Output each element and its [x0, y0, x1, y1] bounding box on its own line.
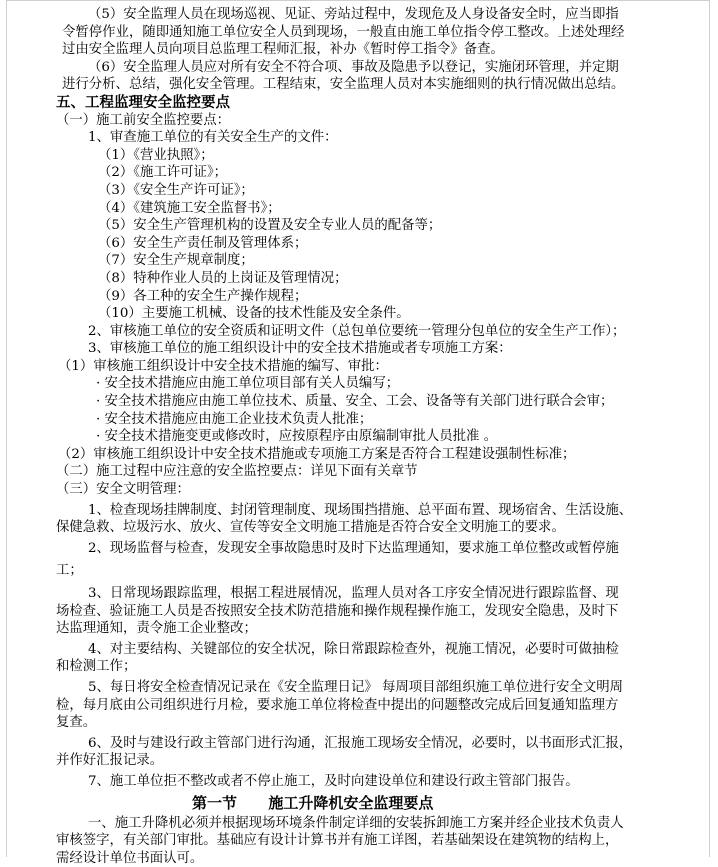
paragraph-line: （5）安全监理人员在现场巡视、见证、旁站过程中，发现危及人身设备安全时，应当即指 [88, 7, 619, 22]
paragraph-line: （6）安全监理人员应对所有安全不符合项、事故及隐患予以登记，实施闭环管理，并定期 [88, 59, 619, 75]
paragraph-line: 令暂停作业，随即通知施工单位安全人员到现场，一般直由施工单位指令停工整改。上述处理经 [62, 24, 625, 40]
paragraph-line: 和检测工作； [56, 659, 137, 675]
document-body [56, 6, 668, 867]
paragraph-line: 7、施工单位拒不整改或者不停止施工，及时向建设单位和建设行政主管部门报告。 [88, 773, 579, 789]
page-border-right [709, 0, 710, 857]
paragraph-line: 1、检查现场挂牌制度、封闭管理制度、现场围挡措施、总平面布置、现场宿舍、生活设施、 [88, 502, 633, 518]
paragraph-line: 达监理通知，责令施工企业整改； [56, 621, 257, 637]
paragraph-line: 需经设计单位书面认可。 [56, 850, 204, 866]
bullet-item: · 安全技术措施应由施工单位技术、质量、安全、工会、设备等有关部门进行联合会审； [96, 394, 614, 410]
list-item: 2、审核施工单位的安全资质和证明文件（总包单位要统一管理分包单位的安全生产工作）； [88, 323, 626, 339]
chapter-section-title: 第一节 施工升降机安全监理要点 [192, 793, 434, 812]
paragraph-line: 场检查、验证施工人员是否按照安全技术防范措施和操作规程操作施工，发现安全隐患，及时下 [56, 603, 619, 619]
list-item: （10）主要施工机械、设备的技术性能及安全条件。 [98, 306, 410, 322]
paragraph-line: 过由安全监理人员向项目总监理工程师汇报，补办《暂时停工指令》备查。 [62, 42, 504, 58]
list-item: （1）《营业执照》； [98, 147, 214, 163]
paragraph-line: 保健急救、垃圾污水、放火、宣传等安全文明施工措施是否符合安全文明施工的要求。 [56, 520, 565, 536]
bullet-item: · 安全技术措施应由施工企业技术负责人批准； [96, 411, 373, 427]
section-heading: 五、工程监理安全监控要点 [56, 93, 230, 111]
paragraph-line: 检，每月底由公司组织进行月检，要求施工单位将检查中提出的问题整改完成后回复通知监理方 [56, 697, 619, 713]
paragraph-line: 复查。 [56, 715, 97, 731]
paragraph-line: 5、每日将安全检查情况记录在《安全监理日记》 每周项目部组织施工单位进行安全文明周 [88, 679, 624, 695]
page-border-top [6, 0, 710, 1]
paragraph-line: 工； [56, 563, 83, 579]
list-item: （2）审核施工组织设计中安全技术措施或专项施工方案是否符合工程建设强制性标准； [58, 446, 576, 462]
list-item: （4）《建筑施工安全监督书》； [98, 200, 281, 216]
list-item: （7）安全生产规章制度； [98, 253, 254, 269]
list-item: 3、审核施工单位的施工组织设计中的安全技术措施或者专项施工方案： [88, 341, 512, 357]
paragraph-line: 6、及时与建设行政主管部门进行沟通，汇报施工现场安全情况，必要时，以书面形式汇报， [88, 735, 633, 751]
bullet-item: · 安全技术措施变更或修改时，应按原程序由原编制审批人员批准 。 [96, 429, 498, 445]
subsection-heading: （二）施工过程中应注意的安全监控要点：详见下面有关章节 [56, 464, 418, 480]
paragraph-line: 进行分析、总结，强化安全管理。工程结束，安全监理人员对本实施细则的执行情况做出总结。 [62, 77, 625, 93]
list-item: （3）《安全生产许可证》； [98, 182, 254, 198]
paragraph-line: 2、现场监督与检查，发现安全事故隐患时及时下达监理通知，要求施工单位整改或暂停施 [88, 540, 619, 556]
paragraph-line: 3、日常现场跟踪监理，根据工程进展情况，监理人员对各工序安全情况进行跟踪监督、现 [88, 586, 619, 601]
list-item: （8）特种作业人员的上岗证及管理情况； [98, 270, 348, 286]
page-border-left [6, 0, 7, 857]
subsection-heading: （一）施工前安全监控要点： [56, 112, 231, 128]
list-item: （2）《施工许可证》； [98, 165, 228, 181]
paragraph-line: 4、对主要结构、关键部位的安全状况，除日常跟踪检查外，视施工情况，必要时可做抽检 [88, 641, 619, 657]
bullet-item: · 安全技术措施应由施工单位项目部有关人员编写； [96, 376, 400, 392]
paragraph-line: 并作好汇报记录。 [56, 753, 164, 769]
list-item: （9）各工种的安全生产操作规程； [98, 288, 308, 304]
list-item: （1）审核施工组织设计中安全技术措施的编写、审批： [58, 358, 388, 374]
subsection-heading: （三）安全文明管理： [56, 482, 190, 498]
list-item: （5）安全生产管理机构的设置及安全专业人员的配备等； [98, 218, 442, 234]
paragraph-line: 审核签字，有关部门审批。基础应有设计计算书并有施工详图，若基础架设在建筑物的结构上， [56, 833, 619, 849]
paragraph-line: 一、施工升降机必须并根据现场环境条件制定详细的安装拆卸施工方案并经企业技术负责人 [88, 815, 624, 831]
list-item: 1、审查施工单位的有关安全生产的文件： [88, 130, 338, 146]
list-item: （6）安全生产责任制及管理体系； [98, 235, 308, 251]
